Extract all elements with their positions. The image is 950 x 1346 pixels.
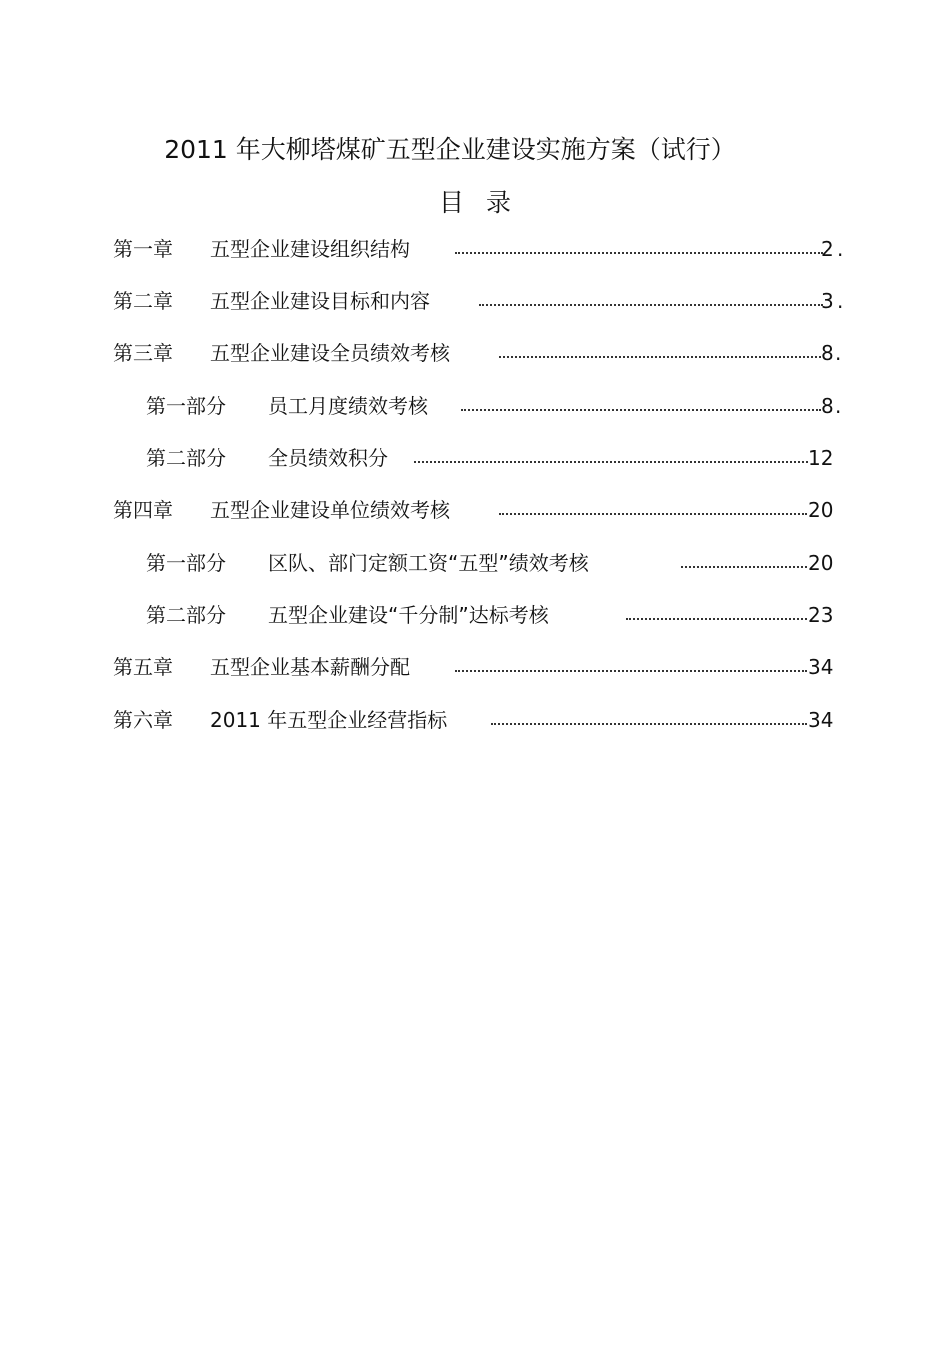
toc-entry-page: 34: [808, 655, 834, 679]
toc-entry-title: 全员绩效积分: [268, 446, 388, 470]
toc-leader: [414, 461, 808, 463]
toc-entry-number: 第四章: [113, 498, 173, 522]
toc-leader: [461, 409, 821, 411]
toc-leader: [499, 356, 821, 358]
toc-leader: [455, 670, 807, 672]
toc-heading: 目录: [438, 188, 533, 217]
toc-entry-tail: .: [837, 237, 844, 261]
toc-entry-number: 第五章: [113, 655, 173, 679]
toc-entry[interactable]: [113, 704, 853, 736]
toc-entry[interactable]: [113, 233, 853, 265]
toc-entry-page: 12: [808, 446, 834, 470]
toc-entry-title: 五型企业基本薪酬分配: [210, 655, 410, 679]
toc-entry-page: 8: [821, 394, 834, 418]
toc-entry-page: 23: [808, 603, 834, 627]
toc-entry-page: 34: [808, 708, 834, 732]
toc-entry-title: 五型企业建设全员绩效考核: [210, 341, 450, 365]
toc-entry-number: 第一部分: [146, 394, 226, 418]
toc-leader: [455, 252, 823, 254]
toc-entry-page: 8: [821, 341, 834, 365]
toc-entry[interactable]: [146, 599, 853, 631]
toc-entry-number: 第一章: [113, 237, 173, 261]
toc-leader: [479, 304, 823, 306]
toc-entry[interactable]: [146, 547, 853, 579]
toc-entry[interactable]: [113, 651, 853, 683]
toc-leader: [499, 513, 807, 515]
toc-entry-title: 五型企业建设组织结构: [210, 237, 410, 261]
toc-entry[interactable]: [113, 337, 853, 369]
toc-leader: [626, 618, 807, 620]
toc-entry-tail: .: [835, 341, 842, 365]
toc-entry-title: 区队、部门定额工资“五型”绩效考核: [268, 551, 589, 575]
toc-leader: [491, 723, 807, 725]
toc-entry-number: 第二部分: [146, 446, 226, 470]
toc-entry[interactable]: [146, 390, 853, 422]
toc-entry-title: 五型企业建设“千分制”达标考核: [268, 603, 549, 627]
toc-entry-tail: .: [837, 289, 844, 313]
toc-entry-page: 20: [808, 551, 834, 575]
document-title: 2011 年大柳塔煤矿五型企业建设实施方案（试行）: [164, 135, 736, 164]
toc-entry-title: 五型企业建设目标和内容: [210, 289, 430, 313]
toc-entry-number: 第六章: [113, 708, 173, 732]
toc-entry-tail: .: [835, 394, 842, 418]
toc-entry-page: 2: [821, 237, 834, 261]
toc-entry[interactable]: [113, 285, 853, 317]
toc-entry-number: 第二部分: [146, 603, 226, 627]
toc-entry-page: 20: [808, 498, 834, 522]
toc-leader: [681, 566, 807, 568]
toc-entry-page: 3: [821, 289, 834, 313]
toc-entry-title: 五型企业建设单位绩效考核: [210, 498, 450, 522]
toc-entry-number: 第二章: [113, 289, 173, 313]
toc-entry[interactable]: [113, 494, 853, 526]
toc-entry[interactable]: [146, 442, 853, 474]
toc-entry-title: 2011 年五型企业经营指标: [210, 708, 448, 732]
toc-entry-number: 第三章: [113, 341, 173, 365]
toc-entry-title: 员工月度绩效考核: [268, 394, 428, 418]
toc-entry-number: 第一部分: [146, 551, 226, 575]
